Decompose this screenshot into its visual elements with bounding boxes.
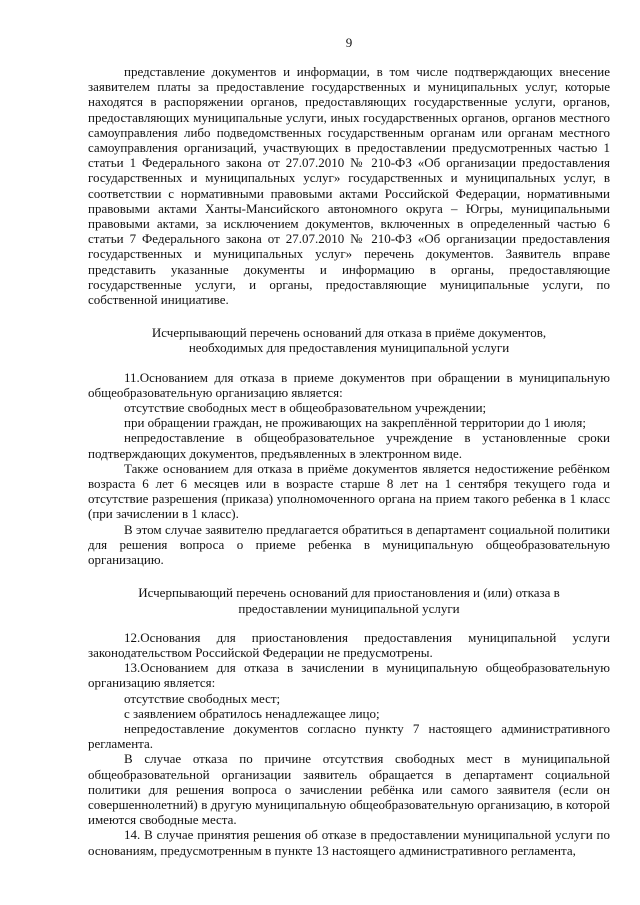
page-number: 9 bbox=[345, 35, 353, 50]
list-item: непредоставление документов согласно пункту 7 настоящего административного регламента. bbox=[88, 720, 610, 752]
list-item: при обращении граждан, не проживающих на закреплённой территории до 1 июля; bbox=[124, 415, 587, 431]
heading-refusal-acceptance bbox=[88, 325, 610, 355]
section-11 bbox=[88, 370, 610, 568]
section-12-14 bbox=[88, 630, 610, 858]
paragraph-12: 12.Основания для приостановления предоставления муниципальной услуги законодательством Российской Федерации не предусмотрены. bbox=[88, 629, 610, 660]
heading-line: Исчерпывающий перечень оснований для приостановления и (или) отказа в bbox=[138, 585, 560, 601]
paragraph-13: 13.Основанием для отказа в зачислении в муниципальную общеобразовательную организацию является: bbox=[88, 660, 610, 691]
list-item: отсутствие свободных мест; bbox=[124, 690, 281, 706]
paragraph-11: 11.Основанием для отказа в приеме документов при обращении в муниципальную общеобразовательную организацию является: bbox=[88, 369, 610, 400]
paragraph-no-places: В случае отказа по причине отсутствия свободных мест в муниципальной общеобразовательной организации заявитель обращается в департамент социальной политики для решения вопроса о зачислении ребёнка или самого заявителя (если он совершеннолетний) в другую муниципальную общеобразовательную организацию, в которой имеются свободные места. bbox=[88, 751, 610, 828]
heading-line: предоставлении муниципальной услуги bbox=[238, 600, 460, 616]
list-item: отсутствие свободных мест в общеобразовательном учреждении; bbox=[124, 400, 487, 416]
list-item: непредоставление в общеобразовательное учреждение в установленные сроки подтверждающих документов, предъявленных в электронном виде. bbox=[88, 430, 610, 461]
heading-suspension-refusal bbox=[88, 585, 610, 615]
list-item: с заявлением обратилось ненадлежащее лицо; bbox=[124, 705, 380, 721]
heading-line: необходимых для предоставления муниципальной услуги bbox=[188, 340, 510, 356]
intro-paragraph: представление документов и информации, в том числе подтверждающих внесение заявителем платы за предоставление государственных и муниципальных услуг, которые находятся в распоряжении органов, предоставляющих государственные услуги, органов, предоставляющих муниципальные услуги, иных государственных органов, органов местного самоуправления либо подведомственных государственным органам или органам местного самоуправления организаций, участвующих в предоставлении предусмотренных частью 1 статьи 1 Федерального закона от 27.07.2010 № 210-ФЗ «Об организации предоставления государственных и муниципальных услуг» государственных и муниципальных услуг, в соответствии с нормативными правовыми актами Российской Федерации, нормативными правовыми актами Ханты-Мансийского автономного округа – Югры, муниципальными правовыми актами, за исключением документов, включенных в определенный частью 6 статьи 7 Федерального закона от 27.07.2010 № 210-ФЗ «Об организации предоставления государственных и муниципальных услуг» перечень документов. Заявитель вправе представить указанные документы и информацию в органы, предоставляющие государственные услуги, и органы, предоставляющие муниципальные услуги, по собственной инициативе. bbox=[88, 64, 610, 308]
paragraph-age: Также основанием для отказа в приёме документов является недостижение ребёнком возраста 6 лет 6 месяцев или в возрасте старше 8 лет на 1 сентября текущего года и отсутствие разрешения (приказа) уполномоченного органа на прием такого ребенка в 1 класс (при зачислении в 1 класс). bbox=[88, 460, 610, 522]
paragraph-referral: В этом случае заявителю предлагается обратиться в департамент социальной политики для решения вопроса о приеме ребенка в муниципальную общеобразовательную организацию. bbox=[88, 521, 610, 568]
paragraph-14: 14. В случае принятия решения об отказе в предоставлении муниципальной услуги по основаниям, предусмотренным в пункте 13 настоящего административного регламента, bbox=[88, 827, 610, 858]
heading-line: Исчерпывающий перечень оснований для отказа в приёме документов, bbox=[151, 325, 547, 341]
